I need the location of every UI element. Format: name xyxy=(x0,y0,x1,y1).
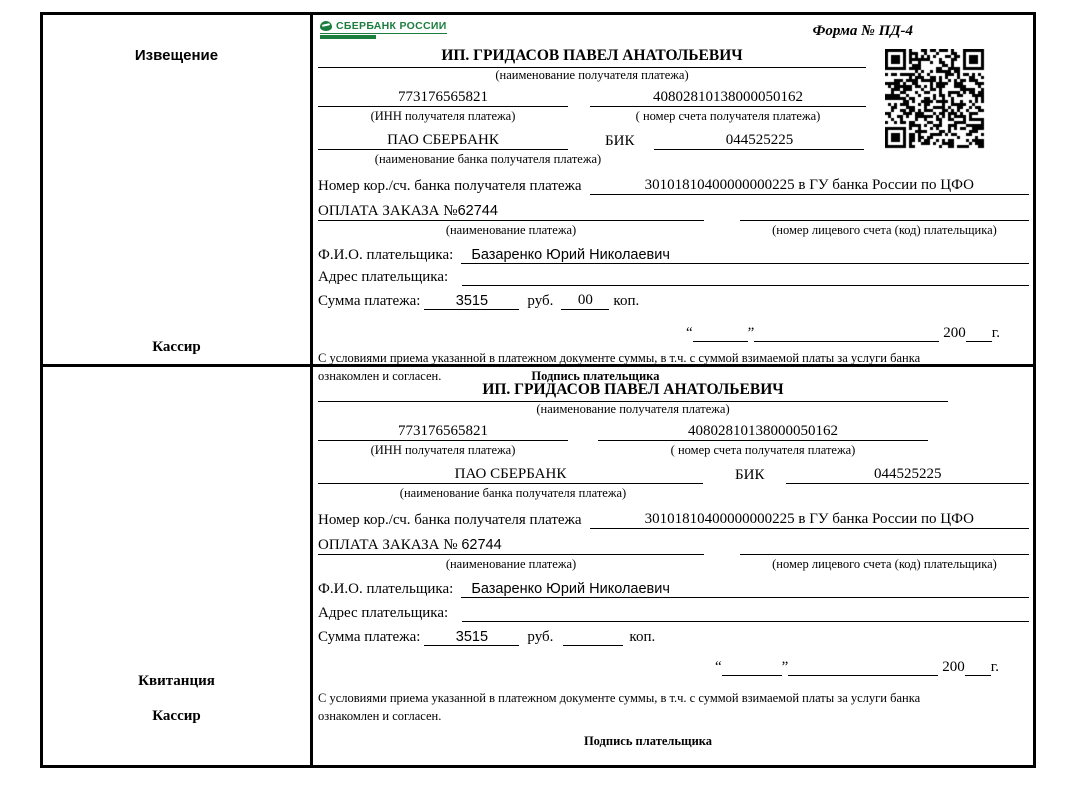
sberbank-logo-icon xyxy=(320,21,332,31)
notice-topbar xyxy=(318,15,1029,47)
rub-label: руб. xyxy=(527,293,554,309)
inn-account-captions-2 xyxy=(318,441,1029,458)
personal-account-caption: (номер лицевого счета (код) плательщика) xyxy=(772,223,997,237)
inn-field: 773176565821 xyxy=(318,89,568,107)
bank-caption: (наименование банка получателя платежа) xyxy=(374,152,602,166)
cashier-label-receipt: Кассир xyxy=(152,708,201,724)
agreement-agreed: ознакомлен и согласен. xyxy=(318,368,442,383)
sum-label-2: Сумма платежа: xyxy=(318,629,421,645)
recipient-name: ИП. ГРИДАСОВ ПАВЕЛ АНАТОЛЬЕВИЧ xyxy=(318,47,866,68)
payer-name-field: Базаренко Юрий Николаевич xyxy=(461,247,1029,264)
date-month-field xyxy=(754,324,939,342)
date-day-field-2 xyxy=(722,658,782,676)
corr-account-label: Номер кор./сч. банка получателя платежа xyxy=(318,178,582,194)
year-field-2 xyxy=(965,658,991,676)
agreement-text-line2-2: ознакомлен и согласен. xyxy=(318,708,442,723)
inn-field-2: 773176565821 xyxy=(318,423,568,441)
quote-close: ” xyxy=(747,325,755,341)
account-field-2: 40802810138000050162 xyxy=(598,423,928,441)
date-row-2 xyxy=(318,650,1029,676)
bik-field-2: 044525225 xyxy=(786,466,1029,484)
form-number-label: Форма № ПД-4 xyxy=(812,23,913,39)
receipt-label: Квитанция xyxy=(138,673,215,689)
payment-name-row xyxy=(318,197,1029,221)
personal-account-field xyxy=(740,203,1029,221)
date-row xyxy=(318,316,1029,342)
payer-name-field-2: Базаренко Юрий Николаевич xyxy=(461,581,1029,598)
bank-name-field-2: ПАО СБЕРБАНК xyxy=(318,466,703,484)
payment-name-field xyxy=(318,203,704,221)
receipt-form-cell xyxy=(313,367,1033,765)
bank-caption-2: (наименование банка получателя платежа) xyxy=(399,486,627,500)
year-suffix: г. xyxy=(991,325,1000,341)
quote-open-2: “ xyxy=(714,659,722,675)
order-label: ОПЛАТА ЗАКАЗА № xyxy=(318,203,458,219)
payer-signature-label: Подпись плательщика xyxy=(531,368,660,383)
sum-rub-field-2: 3515 xyxy=(424,629,519,646)
corr-account-field: 30101810400000000225 в ГУ банка России по ЦФО xyxy=(590,177,1029,195)
notice-stub-cell xyxy=(43,15,313,367)
sberbank-logo xyxy=(320,20,447,39)
bank-bik-row-2 xyxy=(318,460,1029,484)
date-day-field xyxy=(693,324,748,342)
rub-label-2: руб. xyxy=(527,629,554,645)
kop-label: коп. xyxy=(613,293,640,309)
notice-form-cell xyxy=(313,15,1033,383)
qr-code xyxy=(885,49,985,149)
sum-kop-field-2 xyxy=(563,628,623,646)
payment-captions-row-2 xyxy=(318,555,1029,572)
inn-account-row-2 xyxy=(318,419,1029,441)
bank-caption-row-2 xyxy=(318,484,1029,501)
sum-kop-field: 00 xyxy=(561,292,609,310)
receipt-stub-cell xyxy=(43,367,313,765)
payer-address-row xyxy=(318,264,1029,286)
agreement-text-line1-2: С условиями приема указанной в платежном документе суммы, в т.ч. с суммой взимаемой платы за услуги банка xyxy=(318,691,921,705)
payment-name-caption: (наименование платежа) xyxy=(445,223,577,237)
corr-account-row-2 xyxy=(318,505,1029,529)
payment-name-field-2 xyxy=(318,537,704,555)
sberbank-logo-text: СБЕРБАНК РОССИИ xyxy=(336,20,447,32)
recipient-name-block xyxy=(318,47,866,83)
payer-address-label: Адрес плательщика: xyxy=(318,269,449,285)
bank-caption-row xyxy=(318,150,1029,167)
account-field: 40802810138000050162 xyxy=(590,89,866,107)
corr-account-field-2: 30101810400000000225 в ГУ банка России по ЦФО xyxy=(590,511,1029,529)
payer-address-row-2 xyxy=(318,598,1029,622)
order-label-2: ОПЛАТА ЗАКАЗА № xyxy=(318,537,458,553)
account-caption-2: ( номер счета получателя платежа) xyxy=(670,443,856,457)
recipient-name-2: ИП. ГРИДАСОВ ПАВЕЛ АНАТОЛЬЕВИЧ xyxy=(318,381,948,402)
personal-account-field-2 xyxy=(740,537,1029,555)
bank-name-field: ПАО СБЕРБАНК xyxy=(318,132,568,150)
personal-account-caption-2: (номер лицевого счета (код) плательщика) xyxy=(772,557,997,571)
payment-captions-row xyxy=(318,221,1029,238)
year-prefix-2: 200 xyxy=(942,659,965,675)
bik-label: БИК xyxy=(605,133,635,149)
inn-caption: (ИНН получателя платежа) xyxy=(370,109,516,123)
payment-name-caption-2: (наименование платежа) xyxy=(445,557,577,571)
sum-rub-field: 3515 xyxy=(424,293,519,310)
agreement-text-line1: С условиями приема указанной в платежном документе суммы, в т.ч. с суммой взимаемой платы за услуги банка xyxy=(318,351,921,365)
quote-close-2: ” xyxy=(781,659,789,675)
recipient-name-block-2 xyxy=(318,381,948,417)
recipient-name-caption-2: (наименование получателя платежа) xyxy=(536,402,730,416)
payment-name-row-2 xyxy=(318,531,1029,555)
payer-name-label-2: Ф.И.О. плательщика: xyxy=(318,581,454,597)
payer-name-label: Ф.И.О. плательщика: xyxy=(318,247,454,263)
quote-open: “ xyxy=(685,325,693,341)
cashier-label-notice: Кассир xyxy=(152,339,201,355)
recipient-name-caption: (наименование получателя платежа) xyxy=(495,68,689,82)
bik-label-2: БИК xyxy=(735,467,765,483)
kop-label-2: коп. xyxy=(629,629,656,645)
corr-account-label-2: Номер кор./сч. банка получателя платежа xyxy=(318,512,582,528)
payer-address-field xyxy=(462,268,1029,286)
year-field xyxy=(966,324,992,342)
order-number-2: 62744 xyxy=(461,537,502,553)
year-prefix: 200 xyxy=(943,325,966,341)
inn-caption-2: (ИНН получателя платежа) xyxy=(370,443,516,457)
sum-label: Сумма платежа: xyxy=(318,293,421,309)
notice-label: Извещение xyxy=(134,47,219,64)
date-month-field-2 xyxy=(788,658,938,676)
payer-name-row xyxy=(318,240,1029,264)
sum-row xyxy=(318,286,1029,310)
sum-row-2 xyxy=(318,622,1029,646)
bik-field: 044525225 xyxy=(654,132,864,150)
payer-address-label-2: Адрес плательщика: xyxy=(318,605,449,621)
corr-account-row xyxy=(318,171,1029,195)
account-caption: ( номер счета получателя платежа) xyxy=(635,109,821,123)
payment-form-pd4 xyxy=(40,12,1036,768)
payer-address-field-2 xyxy=(462,604,1029,622)
sberbank-logo-tagline-bar xyxy=(320,35,376,39)
year-suffix-2: г. xyxy=(990,659,999,675)
payer-name-row-2 xyxy=(318,574,1029,598)
payer-signature-label-2: Подпись плательщика xyxy=(583,733,713,748)
order-number: 62744 xyxy=(457,203,498,219)
